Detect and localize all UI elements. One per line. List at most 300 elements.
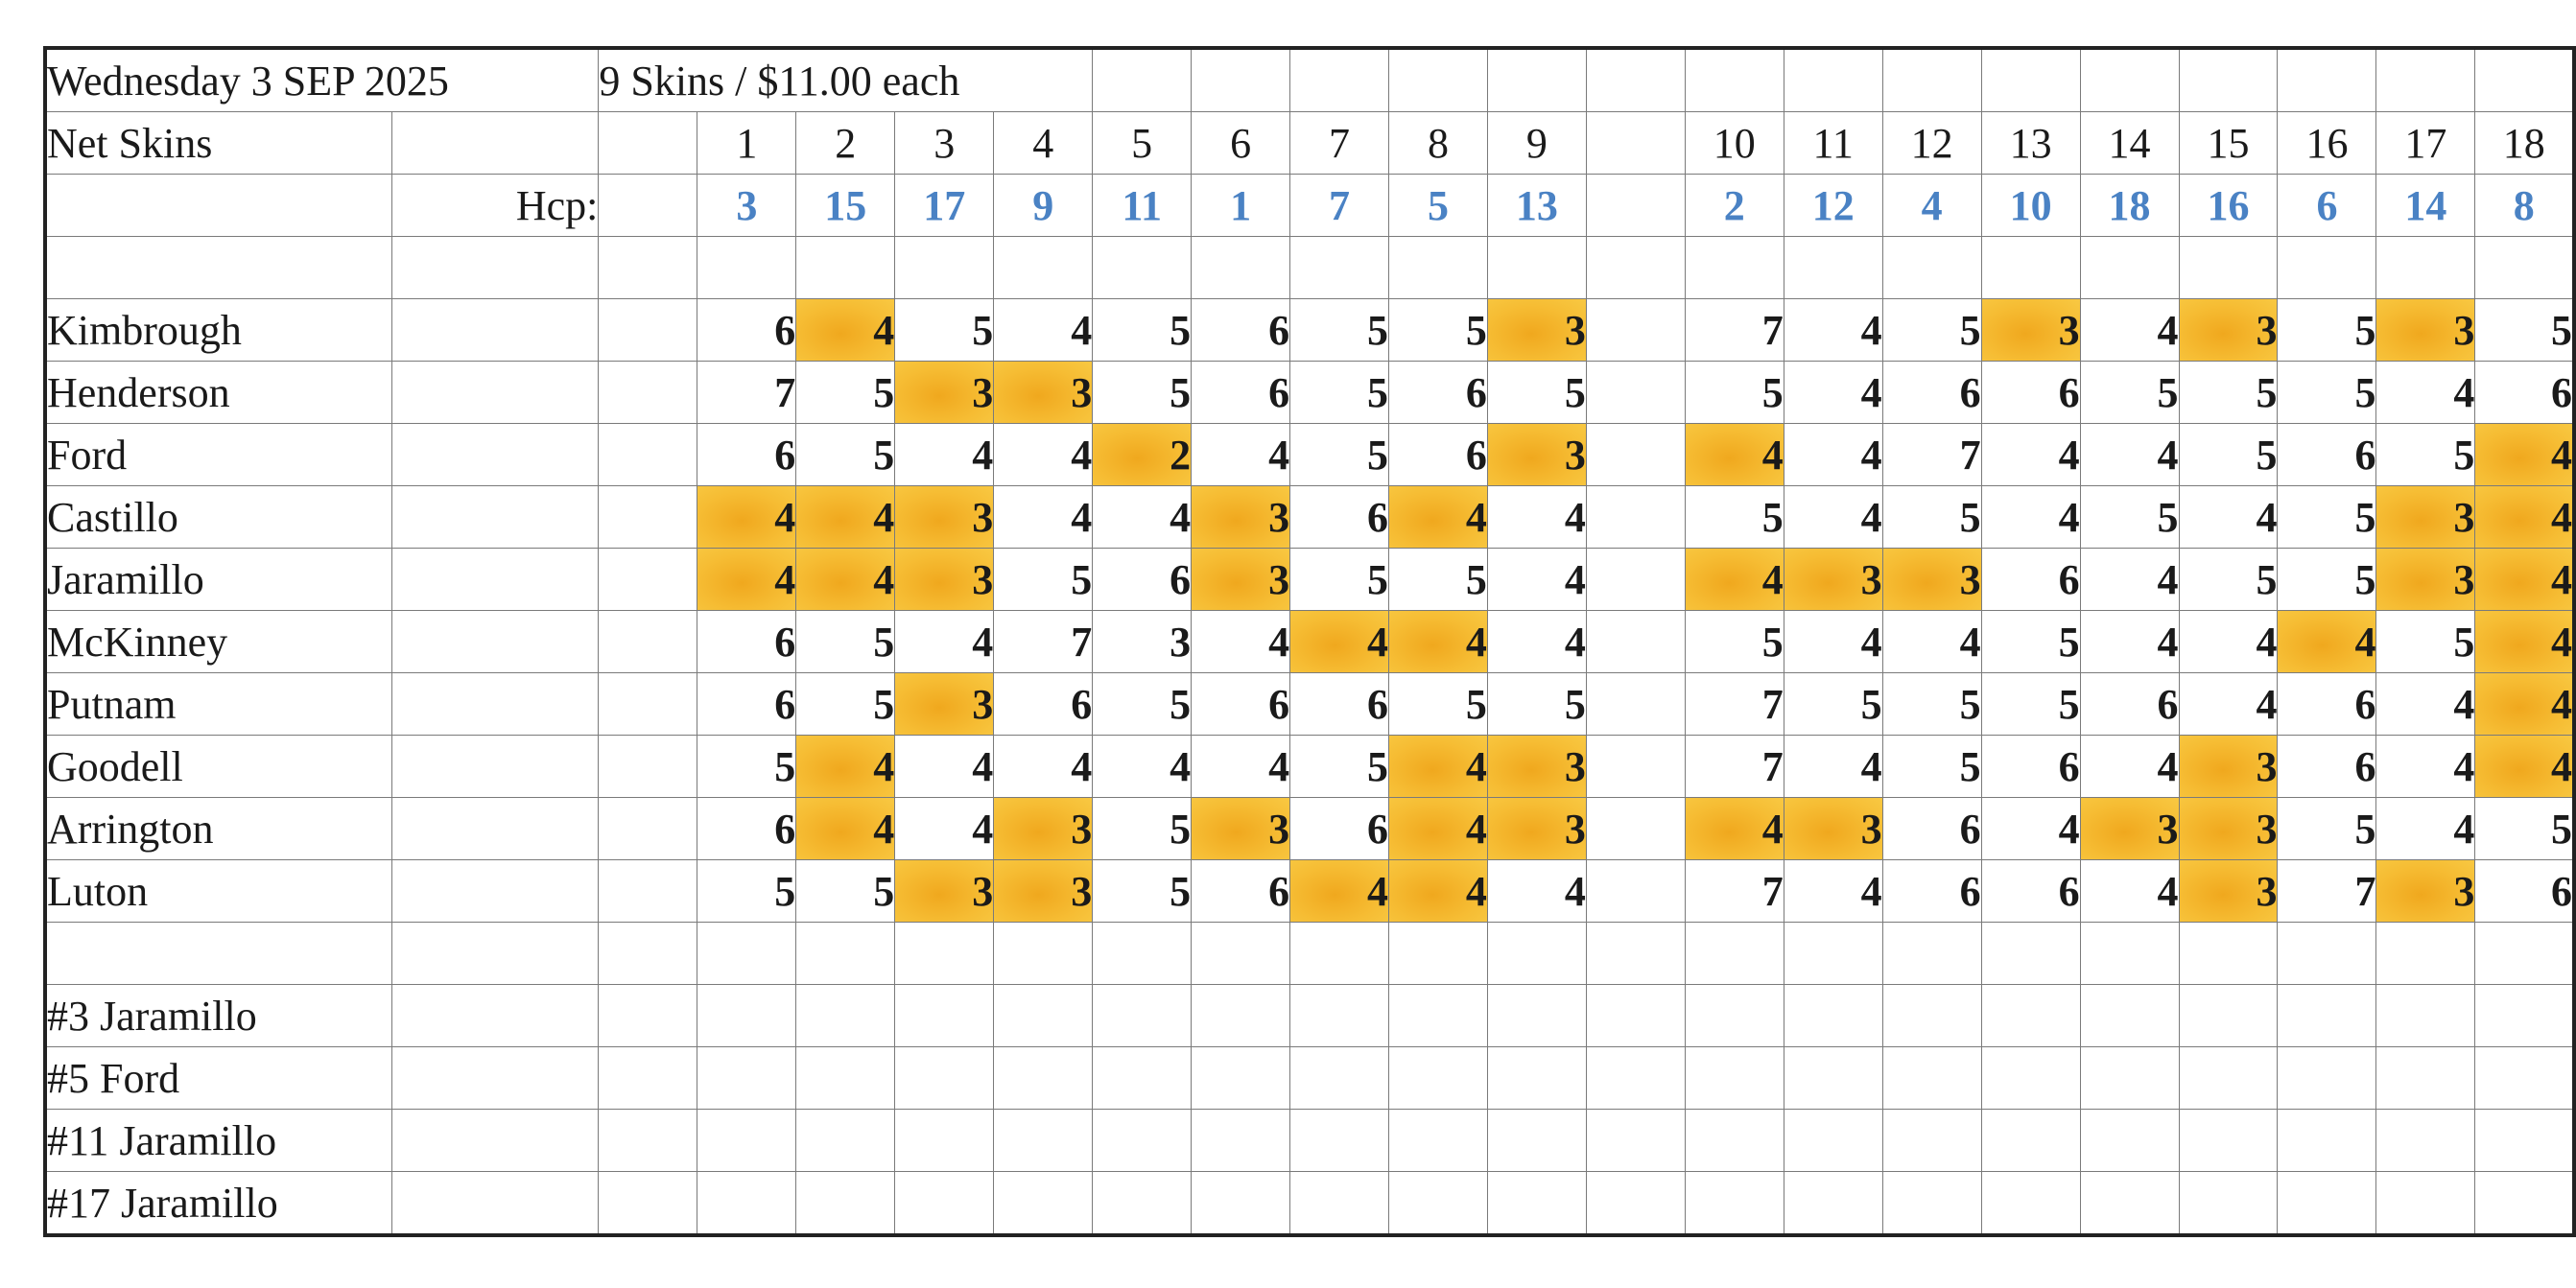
player-name: Goodell bbox=[45, 736, 392, 798]
score-cell: 4 bbox=[895, 424, 994, 486]
score-cell: 6 bbox=[1093, 549, 1192, 611]
score-cell: 4 bbox=[1981, 486, 2080, 549]
score-cell: 4 bbox=[895, 798, 994, 860]
score-cell: 4 bbox=[1784, 736, 1882, 798]
empty-cell bbox=[392, 798, 599, 860]
score-cell: 5 bbox=[895, 299, 994, 362]
score-cell: 4 bbox=[1487, 611, 1586, 673]
skin-score: 3 bbox=[994, 860, 1093, 923]
score-cell: 4 bbox=[994, 486, 1093, 549]
skins-table bbox=[43, 46, 2576, 1237]
empty-cell bbox=[1685, 1110, 1784, 1172]
score-cell: 4 bbox=[2080, 736, 2179, 798]
hole-number: 18 bbox=[2475, 112, 2574, 175]
empty-cell bbox=[1586, 424, 1685, 486]
score-cell: 4 bbox=[1784, 299, 1882, 362]
empty-cell bbox=[895, 923, 994, 985]
hole-handicap: 12 bbox=[1784, 175, 1882, 237]
score-cell: 4 bbox=[895, 736, 994, 798]
score-cell: 4 bbox=[2376, 798, 2475, 860]
skin-score: 3 bbox=[1192, 549, 1290, 611]
score-cell: 6 bbox=[1290, 486, 1389, 549]
empty-cell bbox=[895, 237, 994, 299]
hole-number: 16 bbox=[2278, 112, 2376, 175]
empty-cell bbox=[1586, 923, 1685, 985]
score-cell: 5 bbox=[2179, 362, 2278, 424]
hole-number: 14 bbox=[2080, 112, 2179, 175]
score-cell: 4 bbox=[1192, 424, 1290, 486]
empty-cell bbox=[1093, 1047, 1192, 1110]
skin-winner: #17 Jaramillo bbox=[45, 1172, 392, 1236]
hole-number: 13 bbox=[1981, 112, 2080, 175]
empty-cell bbox=[697, 1172, 796, 1236]
empty-cell bbox=[2376, 1110, 2475, 1172]
empty-cell bbox=[1882, 1047, 1981, 1110]
empty-cell bbox=[392, 362, 599, 424]
score-cell: 5 bbox=[2278, 362, 2376, 424]
score-cell: 5 bbox=[1093, 299, 1192, 362]
score-cell: 5 bbox=[1093, 860, 1192, 923]
score-cell: 4 bbox=[1192, 611, 1290, 673]
empty-cell bbox=[2080, 1047, 2179, 1110]
empty-cell bbox=[1388, 1172, 1487, 1236]
empty-cell bbox=[2376, 48, 2475, 112]
empty-cell bbox=[599, 860, 697, 923]
hole-number: 12 bbox=[1882, 112, 1981, 175]
empty-cell bbox=[1586, 549, 1685, 611]
score-cell: 6 bbox=[1388, 362, 1487, 424]
empty-cell bbox=[392, 611, 599, 673]
empty-cell bbox=[1685, 1172, 1784, 1236]
score-cell: 4 bbox=[1487, 860, 1586, 923]
score-cell: 4 bbox=[1981, 424, 2080, 486]
score-cell: 6 bbox=[697, 424, 796, 486]
skin-score: 3 bbox=[1981, 299, 2080, 362]
empty-cell bbox=[796, 923, 895, 985]
empty-cell bbox=[2179, 923, 2278, 985]
empty-cell bbox=[1290, 1172, 1389, 1236]
spacer-row bbox=[45, 923, 2574, 985]
score-cell: 6 bbox=[697, 299, 796, 362]
empty-cell bbox=[1882, 48, 1981, 112]
empty-cell bbox=[1586, 486, 1685, 549]
empty-cell bbox=[1093, 237, 1192, 299]
empty-cell bbox=[1586, 237, 1685, 299]
empty-cell bbox=[1487, 985, 1586, 1047]
hcp-label: Hcp: bbox=[392, 175, 599, 237]
score-cell: 7 bbox=[1882, 424, 1981, 486]
skins-summary: 9 Skins / $11.00 each bbox=[599, 48, 1093, 112]
hcp-row bbox=[45, 175, 2574, 237]
empty-cell bbox=[1882, 1172, 1981, 1236]
empty-cell bbox=[2179, 1172, 2278, 1236]
empty-cell bbox=[2475, 48, 2574, 112]
score-cell: 4 bbox=[1784, 486, 1882, 549]
empty-cell bbox=[392, 1110, 599, 1172]
score-cell: 5 bbox=[697, 736, 796, 798]
empty-cell bbox=[2080, 48, 2179, 112]
score-cell: 5 bbox=[994, 549, 1093, 611]
empty-cell bbox=[2278, 1110, 2376, 1172]
score-cell: 5 bbox=[2475, 798, 2574, 860]
score-cell: 5 bbox=[1685, 611, 1784, 673]
empty-cell bbox=[2179, 1110, 2278, 1172]
score-cell: 5 bbox=[1981, 673, 2080, 736]
score-cell: 6 bbox=[697, 798, 796, 860]
skin-score: 3 bbox=[895, 673, 994, 736]
empty-cell bbox=[2376, 923, 2475, 985]
hole-handicap: 10 bbox=[1981, 175, 2080, 237]
empty-cell bbox=[1388, 985, 1487, 1047]
empty-cell bbox=[994, 985, 1093, 1047]
empty-cell bbox=[1487, 1110, 1586, 1172]
empty-cell bbox=[1784, 1047, 1882, 1110]
score-cell: 4 bbox=[1487, 549, 1586, 611]
skin-score: 4 bbox=[697, 486, 796, 549]
score-cell: 4 bbox=[1093, 486, 1192, 549]
score-cell: 5 bbox=[1784, 673, 1882, 736]
skin-score: 3 bbox=[2179, 798, 2278, 860]
score-cell: 7 bbox=[2278, 860, 2376, 923]
score-cell: 6 bbox=[1192, 299, 1290, 362]
score-cell: 4 bbox=[1784, 362, 1882, 424]
skin-winner: #3 Jaramillo bbox=[45, 985, 392, 1047]
skin-score: 4 bbox=[1685, 424, 1784, 486]
empty-cell bbox=[1192, 923, 1290, 985]
skin-score: 3 bbox=[2179, 860, 2278, 923]
hole-handicap: 17 bbox=[895, 175, 994, 237]
empty-cell bbox=[1093, 1172, 1192, 1236]
empty-cell bbox=[2080, 1172, 2179, 1236]
empty-cell bbox=[1586, 48, 1685, 112]
score-cell: 4 bbox=[994, 736, 1093, 798]
skin-score: 4 bbox=[796, 549, 895, 611]
empty-cell bbox=[392, 299, 599, 362]
empty-cell bbox=[1093, 48, 1192, 112]
score-cell: 5 bbox=[796, 673, 895, 736]
score-cell: 6 bbox=[2278, 424, 2376, 486]
empty-cell bbox=[599, 611, 697, 673]
score-cell: 5 bbox=[697, 860, 796, 923]
empty-cell bbox=[599, 673, 697, 736]
empty-cell bbox=[796, 1172, 895, 1236]
empty-cell bbox=[2475, 1047, 2574, 1110]
score-cell: 5 bbox=[1882, 736, 1981, 798]
skin-score: 3 bbox=[2080, 798, 2179, 860]
player-row bbox=[45, 486, 2574, 549]
empty-cell bbox=[1981, 1047, 2080, 1110]
hole-number: 7 bbox=[1290, 112, 1389, 175]
empty-cell bbox=[392, 1172, 599, 1236]
empty-cell bbox=[392, 424, 599, 486]
score-cell: 5 bbox=[2475, 299, 2574, 362]
empty-cell bbox=[599, 549, 697, 611]
empty-cell bbox=[2278, 1047, 2376, 1110]
skin-score: 4 bbox=[796, 798, 895, 860]
empty-cell bbox=[2080, 237, 2179, 299]
empty-cell bbox=[1981, 985, 2080, 1047]
hole-handicap: 13 bbox=[1487, 175, 1586, 237]
empty-cell bbox=[1685, 985, 1784, 1047]
score-cell: 6 bbox=[1981, 736, 2080, 798]
skin-score: 3 bbox=[1487, 424, 1586, 486]
net-skins-label: Net Skins bbox=[45, 112, 392, 175]
score-cell: 4 bbox=[1784, 611, 1882, 673]
empty-cell bbox=[2179, 985, 2278, 1047]
empty-cell bbox=[1192, 237, 1290, 299]
empty-cell bbox=[1388, 923, 1487, 985]
score-cell: 6 bbox=[1290, 673, 1389, 736]
skin-score: 4 bbox=[1685, 549, 1784, 611]
empty-cell bbox=[697, 237, 796, 299]
empty-cell bbox=[599, 112, 697, 175]
empty-cell bbox=[1882, 237, 1981, 299]
skin-score: 4 bbox=[2475, 424, 2574, 486]
empty-cell bbox=[2179, 1047, 2278, 1110]
empty-cell bbox=[45, 237, 392, 299]
skin-score: 4 bbox=[1685, 798, 1784, 860]
empty-cell bbox=[895, 1172, 994, 1236]
hole-number: 11 bbox=[1784, 112, 1882, 175]
score-cell: 5 bbox=[1981, 611, 2080, 673]
player-row bbox=[45, 611, 2574, 673]
score-cell: 6 bbox=[1882, 362, 1981, 424]
score-cell: 4 bbox=[2080, 860, 2179, 923]
empty-cell bbox=[45, 923, 392, 985]
score-cell: 4 bbox=[1192, 736, 1290, 798]
empty-cell bbox=[2376, 237, 2475, 299]
empty-cell bbox=[1487, 923, 1586, 985]
player-name: Henderson bbox=[45, 362, 392, 424]
hole-handicap: 16 bbox=[2179, 175, 2278, 237]
player-row bbox=[45, 299, 2574, 362]
empty-cell bbox=[1586, 860, 1685, 923]
empty-cell bbox=[599, 486, 697, 549]
score-cell: 6 bbox=[697, 611, 796, 673]
score-cell: 5 bbox=[1882, 299, 1981, 362]
player-name: Kimbrough bbox=[45, 299, 392, 362]
player-name: Luton bbox=[45, 860, 392, 923]
empty-cell bbox=[599, 798, 697, 860]
empty-cell bbox=[392, 486, 599, 549]
empty-cell bbox=[1784, 48, 1882, 112]
player-row bbox=[45, 736, 2574, 798]
skin-score: 3 bbox=[895, 486, 994, 549]
empty-cell bbox=[599, 424, 697, 486]
skin-score: 2 bbox=[1093, 424, 1192, 486]
empty-cell bbox=[1487, 237, 1586, 299]
score-cell: 4 bbox=[2080, 424, 2179, 486]
empty-cell bbox=[599, 736, 697, 798]
empty-cell bbox=[1784, 237, 1882, 299]
score-cell: 5 bbox=[796, 424, 895, 486]
hole-number: 4 bbox=[994, 112, 1093, 175]
empty-cell bbox=[1784, 985, 1882, 1047]
empty-cell bbox=[1981, 923, 2080, 985]
hole-handicap: 11 bbox=[1093, 175, 1192, 237]
hole-handicap: 9 bbox=[994, 175, 1093, 237]
score-cell: 7 bbox=[697, 362, 796, 424]
score-cell: 6 bbox=[697, 673, 796, 736]
skin-score: 3 bbox=[1784, 798, 1882, 860]
skin-score: 4 bbox=[1388, 736, 1487, 798]
hole-handicap: 7 bbox=[1290, 175, 1389, 237]
skin-score: 3 bbox=[2376, 549, 2475, 611]
score-cell: 4 bbox=[2376, 362, 2475, 424]
empty-cell bbox=[1388, 1110, 1487, 1172]
empty-cell bbox=[1290, 48, 1389, 112]
skin-score: 3 bbox=[895, 860, 994, 923]
skin-winner: #11 Jaramillo bbox=[45, 1110, 392, 1172]
score-cell: 4 bbox=[1981, 798, 2080, 860]
skin-score: 3 bbox=[1784, 549, 1882, 611]
empty-cell bbox=[1586, 362, 1685, 424]
empty-cell bbox=[1487, 1047, 1586, 1110]
skin-score: 3 bbox=[1487, 299, 1586, 362]
spacer-row bbox=[45, 237, 2574, 299]
score-cell: 4 bbox=[2179, 611, 2278, 673]
hole-handicap: 1 bbox=[1192, 175, 1290, 237]
score-cell: 5 bbox=[1093, 798, 1192, 860]
empty-cell bbox=[1685, 237, 1784, 299]
empty-cell bbox=[1882, 985, 1981, 1047]
empty-cell bbox=[994, 237, 1093, 299]
empty-cell bbox=[599, 362, 697, 424]
score-cell: 5 bbox=[2080, 362, 2179, 424]
empty-cell bbox=[1290, 985, 1389, 1047]
score-cell: 6 bbox=[1192, 673, 1290, 736]
score-cell: 5 bbox=[2278, 299, 2376, 362]
skin-score: 3 bbox=[2376, 299, 2475, 362]
empty-cell bbox=[2376, 1172, 2475, 1236]
skin-score: 4 bbox=[2475, 736, 2574, 798]
skin-score: 3 bbox=[895, 362, 994, 424]
player-name: Castillo bbox=[45, 486, 392, 549]
empty-cell bbox=[1487, 1172, 1586, 1236]
empty-cell bbox=[1981, 1172, 2080, 1236]
empty-cell bbox=[392, 860, 599, 923]
empty-cell bbox=[392, 549, 599, 611]
skin-score: 3 bbox=[1487, 736, 1586, 798]
score-cell: 6 bbox=[1981, 549, 2080, 611]
empty-cell bbox=[994, 1047, 1093, 1110]
empty-cell bbox=[1290, 1047, 1389, 1110]
score-cell: 6 bbox=[1192, 860, 1290, 923]
score-cell: 5 bbox=[2278, 549, 2376, 611]
empty-cell bbox=[1784, 1172, 1882, 1236]
skin-score: 3 bbox=[1192, 486, 1290, 549]
score-cell: 4 bbox=[1487, 486, 1586, 549]
empty-cell bbox=[895, 1110, 994, 1172]
score-cell: 4 bbox=[2179, 486, 2278, 549]
score-cell: 6 bbox=[1290, 798, 1389, 860]
skin-score: 4 bbox=[796, 486, 895, 549]
skin-score: 4 bbox=[1388, 798, 1487, 860]
score-cell: 4 bbox=[2179, 673, 2278, 736]
score-cell: 7 bbox=[1685, 736, 1784, 798]
skin-score: 3 bbox=[994, 362, 1093, 424]
empty-cell bbox=[1388, 237, 1487, 299]
score-cell: 5 bbox=[2179, 424, 2278, 486]
empty-cell bbox=[2179, 237, 2278, 299]
player-name: McKinney bbox=[45, 611, 392, 673]
score-cell: 6 bbox=[2278, 673, 2376, 736]
empty-cell bbox=[2376, 1047, 2475, 1110]
hole-number: 6 bbox=[1192, 112, 1290, 175]
empty-cell bbox=[1586, 798, 1685, 860]
empty-cell bbox=[1586, 175, 1685, 237]
skin-score: 4 bbox=[1388, 611, 1487, 673]
score-cell: 4 bbox=[2080, 611, 2179, 673]
score-cell: 5 bbox=[2179, 549, 2278, 611]
player-row bbox=[45, 549, 2574, 611]
empty-cell bbox=[1586, 1172, 1685, 1236]
empty-cell bbox=[1093, 1110, 1192, 1172]
score-cell: 6 bbox=[2475, 860, 2574, 923]
score-cell: 6 bbox=[1388, 424, 1487, 486]
hole-handicap: 5 bbox=[1388, 175, 1487, 237]
skin-winner-row bbox=[45, 1172, 2574, 1236]
empty-cell bbox=[1685, 1047, 1784, 1110]
score-cell: 7 bbox=[1685, 860, 1784, 923]
hole-handicap: 2 bbox=[1685, 175, 1784, 237]
empty-cell bbox=[599, 1110, 697, 1172]
skin-score: 4 bbox=[796, 736, 895, 798]
empty-cell bbox=[697, 985, 796, 1047]
player-row bbox=[45, 362, 2574, 424]
player-name: Ford bbox=[45, 424, 392, 486]
score-cell: 4 bbox=[2376, 736, 2475, 798]
empty-cell bbox=[1487, 48, 1586, 112]
empty-cell bbox=[2080, 985, 2179, 1047]
holes-row bbox=[45, 112, 2574, 175]
skins-scoresheet bbox=[43, 46, 2576, 1237]
hole-number: 1 bbox=[697, 112, 796, 175]
score-cell: 4 bbox=[1093, 736, 1192, 798]
skin-score: 4 bbox=[1290, 611, 1389, 673]
sheet-date: Wednesday 3 SEP 2025 bbox=[45, 48, 599, 112]
empty-cell bbox=[796, 985, 895, 1047]
empty-cell bbox=[1586, 1110, 1685, 1172]
empty-cell bbox=[1192, 985, 1290, 1047]
skin-score: 4 bbox=[1388, 486, 1487, 549]
hole-number: 2 bbox=[796, 112, 895, 175]
empty-cell bbox=[895, 985, 994, 1047]
skin-score: 4 bbox=[796, 299, 895, 362]
empty-cell bbox=[796, 1047, 895, 1110]
title-row bbox=[45, 48, 2574, 112]
score-cell: 4 bbox=[1784, 424, 1882, 486]
skin-score: 3 bbox=[2376, 860, 2475, 923]
empty-cell bbox=[994, 923, 1093, 985]
score-cell: 3 bbox=[1093, 611, 1192, 673]
score-cell: 5 bbox=[1290, 549, 1389, 611]
empty-cell bbox=[599, 923, 697, 985]
empty-cell bbox=[1586, 611, 1685, 673]
empty-cell bbox=[697, 1047, 796, 1110]
score-cell: 5 bbox=[1290, 362, 1389, 424]
empty-cell bbox=[392, 112, 599, 175]
skin-score: 3 bbox=[1192, 798, 1290, 860]
score-cell: 5 bbox=[1685, 486, 1784, 549]
score-cell: 6 bbox=[1882, 860, 1981, 923]
score-cell: 6 bbox=[1192, 362, 1290, 424]
score-cell: 4 bbox=[895, 611, 994, 673]
skin-score: 3 bbox=[2179, 299, 2278, 362]
skin-score: 4 bbox=[697, 549, 796, 611]
empty-cell bbox=[2475, 1172, 2574, 1236]
score-cell: 5 bbox=[2278, 486, 2376, 549]
